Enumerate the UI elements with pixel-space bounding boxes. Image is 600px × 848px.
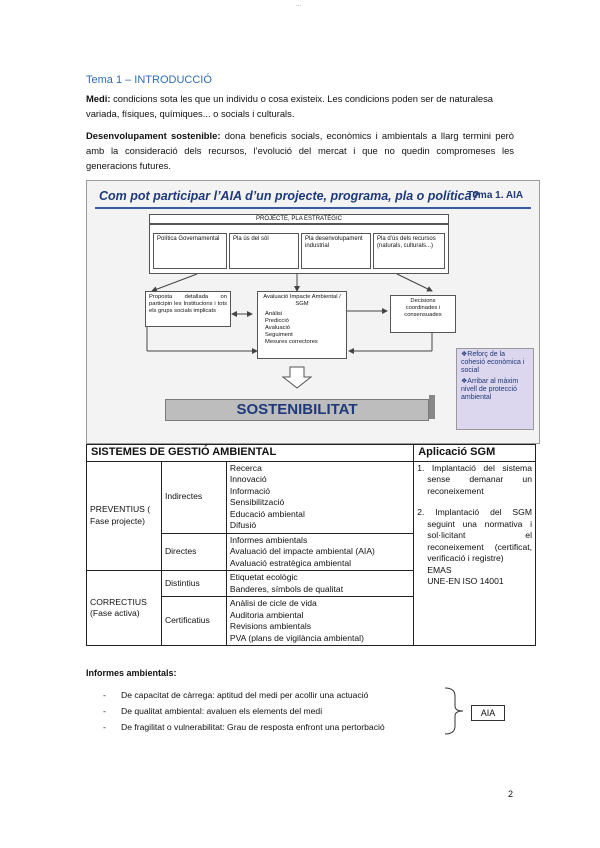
page-number: 2 xyxy=(508,789,514,799)
top-mark: ... xyxy=(296,2,302,8)
directes-list xyxy=(226,533,413,571)
decisions-box: Decisions coordinades i consensuades xyxy=(390,295,456,333)
certificatius-list xyxy=(226,597,413,646)
aplicacio-1: 1. Implantació del sistema sense demanar un reconeixement xyxy=(417,462,532,496)
sga-table xyxy=(86,444,536,646)
informe-text: De qualitat ambiental: avaluen els elements del medi xyxy=(121,706,323,716)
indirectes-label: Indirectes xyxy=(161,461,226,533)
certificatius-label: Certificatius xyxy=(161,597,226,646)
table-header-left: SISTEMES DE GESTIÓ AMBIENTAL xyxy=(87,445,414,462)
dash: - xyxy=(103,722,106,732)
objective-item: ❖Arribar al màxim nivell de protecció ambiental xyxy=(461,378,519,401)
list-item: Sensibilització xyxy=(229,497,285,507)
brace-icon xyxy=(443,686,471,736)
diagram-title: Com pot participar l’AIA d’un projecte, programa, pla o política? xyxy=(99,189,480,203)
distintius-label: Distintius xyxy=(161,571,226,597)
table-header-right: Aplicació SGM xyxy=(414,445,536,462)
aia-box: AIA xyxy=(471,705,505,721)
list-item: Banderes, símbols de qualitat xyxy=(229,583,344,594)
list-item: Revisions ambientals xyxy=(229,621,312,631)
objective-item: ❖Reforç de la cohesió econòmica i social xyxy=(461,351,525,374)
sostenibilitat-bar: SOSTENIBILITAT xyxy=(165,399,429,421)
directes-label: Directes xyxy=(161,533,226,571)
correctius-label: CORRECTIUS (Fase activa) xyxy=(87,571,162,646)
aplicacio-cell xyxy=(414,461,536,646)
aia-item: Avaluació xyxy=(265,325,291,331)
objectives-box xyxy=(456,348,534,430)
list-item: Informació xyxy=(229,485,270,496)
preventius-label: PREVENTIUS ( Fase projecte) xyxy=(87,461,162,571)
cell-pla-recursos: Pla d’ús dels recursos (naturals, culturals...) xyxy=(373,233,445,269)
aplicacio-une: UNE-EN ISO 14001 xyxy=(427,576,504,586)
aia-sgm-title: Avaluació Impacte Ambiental / SGM xyxy=(263,294,341,307)
list-item: Innovació xyxy=(229,474,267,484)
list-item: Anàlisi de cicle de vida xyxy=(229,598,317,608)
medi-paragraph xyxy=(86,91,514,121)
informes-title: Informes ambientals: xyxy=(86,668,177,678)
list-item: PVA (plans de vigilància ambiental) xyxy=(229,632,364,643)
aplicacio-2: 2. Implantació del SGM seguint una normativa i sol·licitant el reconeixement (certificat, verificació i registre) xyxy=(417,507,532,563)
list-item: Avaluació estratègica ambiental xyxy=(229,557,352,568)
aia-item: Anàlisi xyxy=(265,311,283,317)
aplicacio-emas: EMAS xyxy=(427,564,452,575)
medi-term: Medi: xyxy=(86,93,111,104)
informe-text: De capacitat de càrrega: aptitud del medi per acollir una actuació xyxy=(121,690,369,700)
aia-diagram xyxy=(86,180,540,444)
ds-text: dona beneficis socials, econòmics i ambientals a llarg termini però amb la consideració dels recursos, l’evolució del mercat i que no quedin compromeses les generacions futures. xyxy=(86,130,514,171)
list-item: Difusió xyxy=(229,520,257,530)
project-header-box: PROJECTE, PLA ESTRATÈGIC xyxy=(149,214,449,224)
sostenibilitat-shadow xyxy=(429,395,435,419)
indirectes-list xyxy=(226,461,413,533)
medi-text: condicions sota les que un individu o cosa existeix. Les condicions poden ser de naturalesa variada, físiques, químiques... o socials i culturals. xyxy=(86,93,494,119)
list-item: Avaluació del impacte ambiental (AIA) xyxy=(229,546,375,556)
list-item: Informes ambientals xyxy=(229,534,308,545)
ds-term: Desenvolupament sostenible: xyxy=(86,130,221,141)
distintius-list xyxy=(226,571,413,597)
section-heading: Tema 1 – INTRODUCCIÓ xyxy=(86,74,212,86)
informe-item xyxy=(103,690,368,700)
sustainable-paragraph xyxy=(86,128,514,173)
list-item: Recerca xyxy=(229,462,262,473)
informe-item xyxy=(103,706,322,716)
aia-item: Mesures correctores xyxy=(265,339,318,345)
dash: - xyxy=(103,690,106,700)
informe-item xyxy=(103,722,385,732)
cell-pla-sol: Pla ús del sòl xyxy=(229,233,299,269)
list-item: Educació ambiental xyxy=(229,508,305,519)
list-item: Auditoria ambiental xyxy=(229,609,304,620)
diagram-tag: Tema 1. AIA xyxy=(467,190,524,201)
cell-politica: Política Governamental xyxy=(153,233,227,269)
aia-sgm-box xyxy=(257,291,347,359)
aia-item: Seguiment xyxy=(265,332,293,338)
aia-item: Predicció xyxy=(265,318,289,324)
cell-pla-industrial: Pla desenvolupament industrial xyxy=(301,233,371,269)
list-item: Etiquetat ecològic xyxy=(229,572,298,582)
dash: - xyxy=(103,706,106,716)
informe-text: De fragilitat o vulnerabilitat: Grau de resposta enfront una pertorbació xyxy=(121,722,385,732)
proposal-box: Proposta detallada on participin les Institucions i tots els grups socials implicats xyxy=(145,291,231,327)
